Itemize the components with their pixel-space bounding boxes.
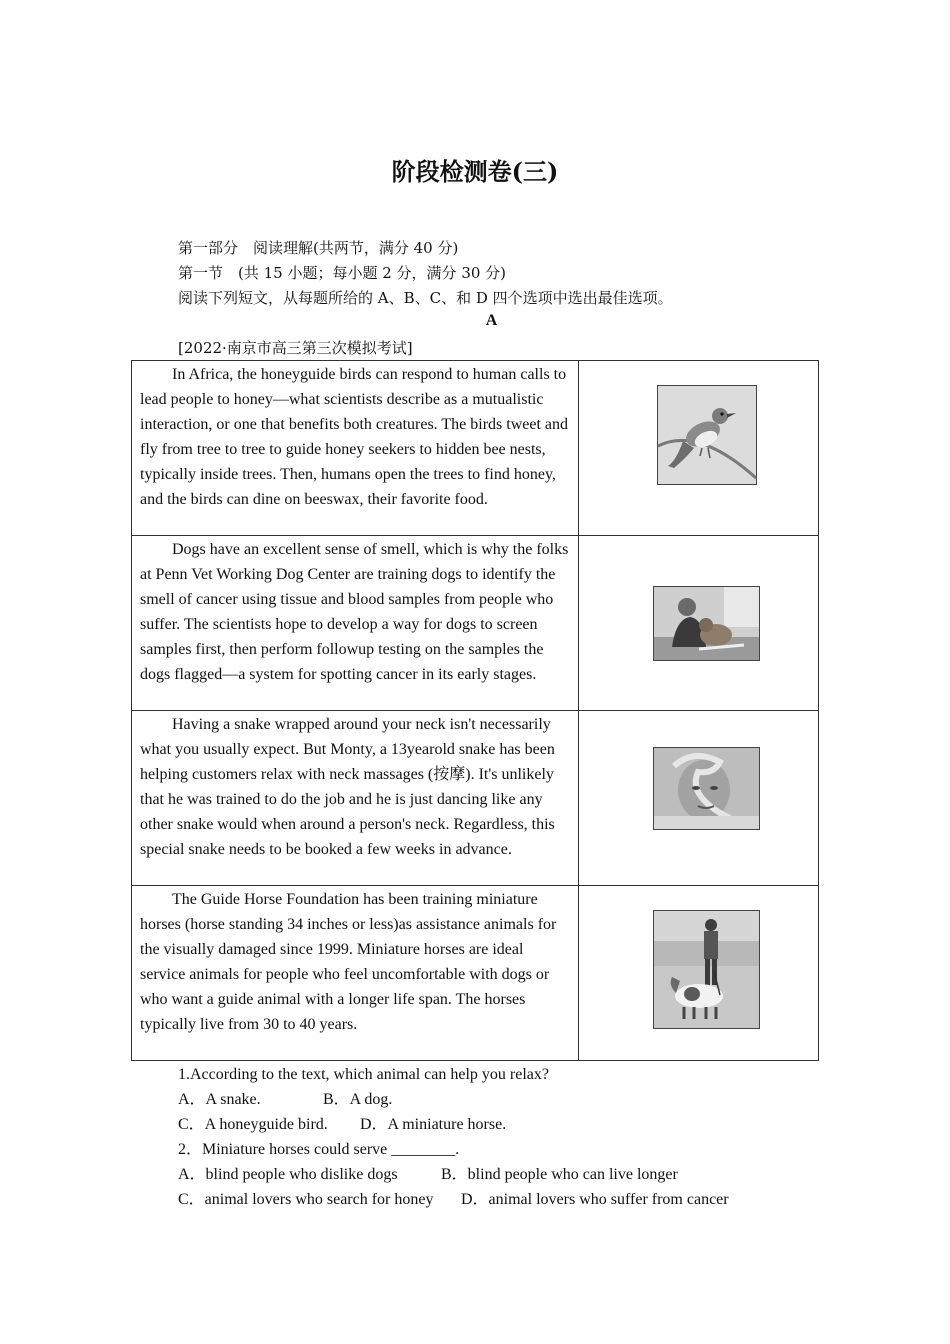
passage-paragraph: The Guide Horse Foundation has been training miniature horses (horse standing 34 inches or less)as assistance animals for the visually damaged since 1999. Miniature horses are ideal service animals for people who feel uncomfortable with dogs or who want a guide animal with a longer life span. The horses typically live from 30 to 40 years. [140, 891, 557, 1033]
dog-trainer-illustration [654, 587, 759, 660]
snake-massage-photo [653, 747, 760, 830]
image-cell [579, 711, 819, 886]
table-row [132, 886, 819, 1061]
passage-text-cell [132, 711, 579, 886]
question-1-option-b[interactable]: B．A dog. [323, 1091, 393, 1108]
question-1-option-a[interactable]: A．A snake. [178, 1091, 261, 1108]
image-cell [579, 536, 819, 711]
passage-table [131, 360, 819, 1061]
passage-paragraph: Dogs have an excellent sense of smell, which is why the folks at Penn Vet Working Dog Center are training dogs to identify the smell of cancer using tissue and blood samples from people who suffer. The scientists hope to develop a way for dogs to screen samples first, then perform followup testing on the samples the dogs flagged—a system for spotting cancer in its early stages. [140, 541, 569, 683]
instruction-text: 阅读下列短文，从每题所给的 A、B、C、和 D 四个选项中选出最佳选项。 [178, 289, 673, 307]
question-2-stem: 2．Miniature horses could serve ________. [178, 1141, 460, 1158]
table-row [132, 711, 819, 886]
section-heading: 第一节 (共 15 小题；每小题 2 分，满分 30 分) [178, 264, 507, 282]
question-2-option-c[interactable]: C．animal lovers who search for honey [178, 1191, 434, 1208]
question-1-stem: 1.According to the text, which animal can help you relax? [178, 1066, 549, 1083]
question-2-option-d[interactable]: D．animal lovers who suffer from cancer [461, 1191, 729, 1208]
question-1-option-c[interactable]: C．A honeyguide bird. [178, 1116, 328, 1133]
passage-label: A [485, 312, 498, 329]
guide-horse-illustration [654, 911, 759, 1028]
question-2-option-a[interactable]: A．blind people who dislike dogs [178, 1166, 398, 1183]
bird-illustration [658, 386, 756, 484]
image-cell [579, 886, 819, 1061]
question-1-option-d[interactable]: D．A miniature horse. [360, 1116, 507, 1133]
guide-horse-photo [653, 910, 760, 1029]
page-title: 阶段检测卷(三) [391, 157, 559, 186]
passage-text-cell [132, 536, 579, 711]
passage-text-cell [132, 361, 579, 536]
passage-text-cell [132, 886, 579, 1061]
snake-face-illustration [654, 748, 759, 829]
source-citation: [2022·南京市高三第三次模拟考试] [178, 339, 413, 357]
honeyguide-bird-photo [657, 385, 757, 485]
question-2-option-b[interactable]: B．blind people who can live longer [441, 1166, 678, 1183]
passage-paragraph: Having a snake wrapped around your neck isn't necessarily what you usually expect. But Monty, a 13yearold snake has been helping customers relax with neck massages (按摩). It's unlikely that he was trained to do the job and he is just dancing like any other snake would when around a person's neck. Regardless, this special snake needs to be booked a few weeks in advance. [140, 716, 555, 858]
image-cell [579, 361, 819, 536]
table-row [132, 536, 819, 711]
passage-paragraph: In Africa, the honeyguide birds can respond to human calls to lead people to honey—what scientists describe as a mutualistic interaction, or one that benefits both creatures. The birds tweet and fly from tree to tree to guide honey seekers to hidden bee nests, typically inside trees. Then, humans open the trees to find honey, and the birds can dine on beeswax, their favorite food. [140, 366, 568, 508]
dog-and-trainer-photo [653, 586, 760, 661]
table-row [132, 361, 819, 536]
part-heading: 第一部分 阅读理解(共两节，满分 40 分) [178, 239, 459, 257]
